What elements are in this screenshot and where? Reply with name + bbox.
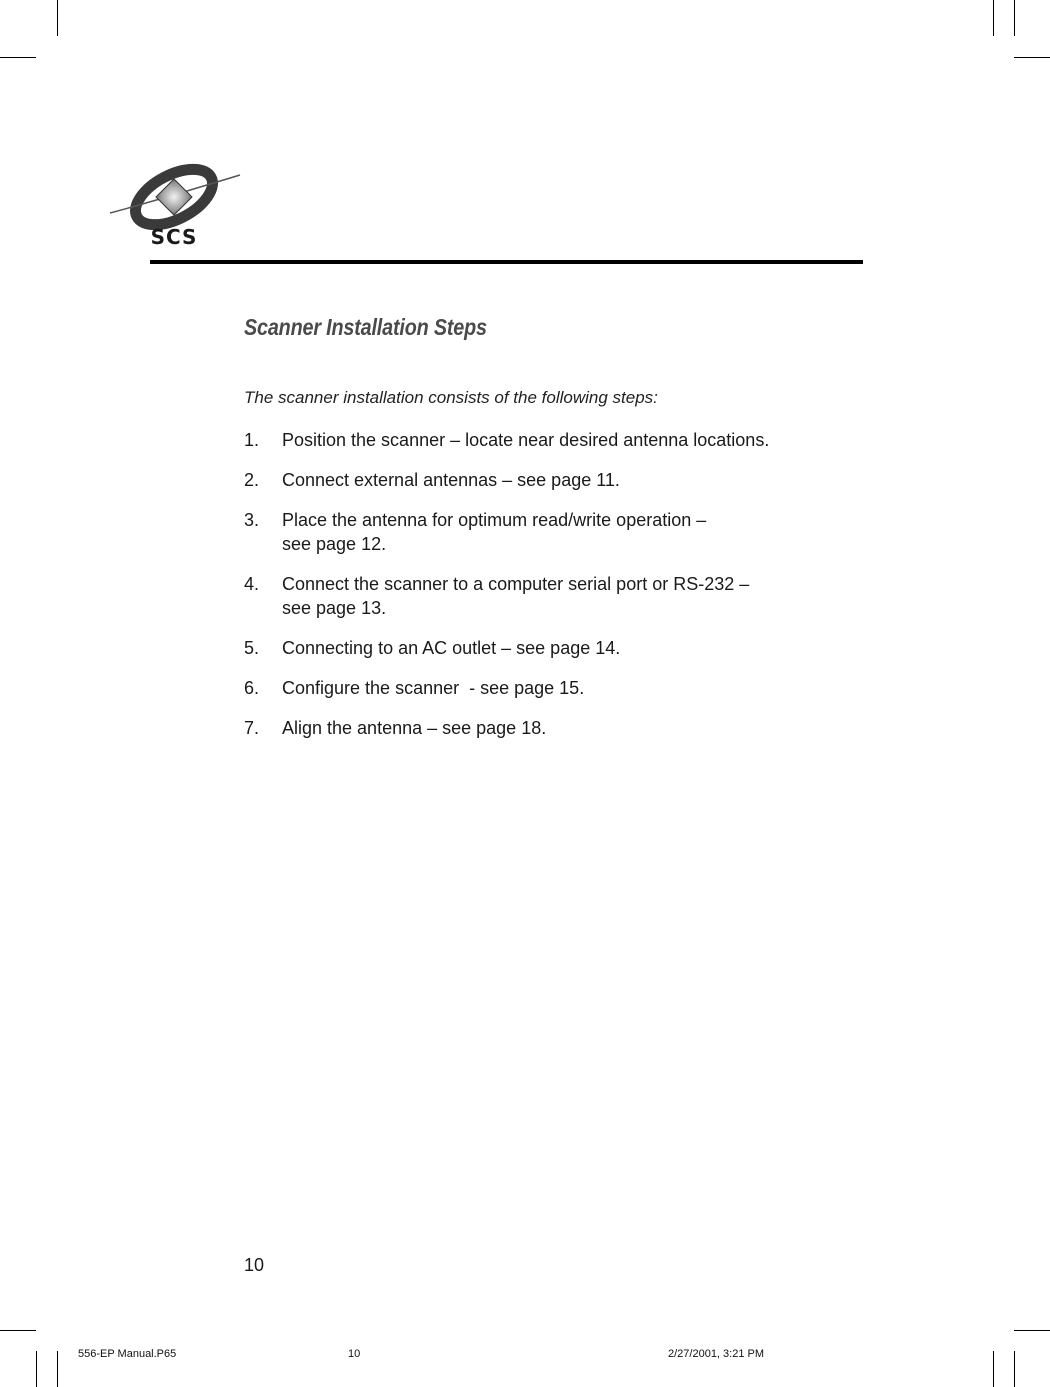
crop-mark: [993, 0, 994, 36]
step-number: 7.: [244, 718, 260, 738]
list-item: [244, 676, 864, 700]
steps-list: [244, 428, 864, 756]
slug-timestamp: 2/27/2001, 3:21 PM: [668, 1348, 765, 1360]
crop-mark: [1014, 1351, 1015, 1387]
crop-mark: [57, 0, 58, 36]
step-number: 4.: [244, 574, 260, 594]
list-item: [244, 572, 864, 620]
scs-logo: [108, 155, 243, 247]
list-item: [244, 428, 864, 452]
intro-text: The scanner installation consists of the following steps:: [244, 388, 658, 407]
logo-text: SCS: [150, 225, 198, 247]
crop-mark: [993, 1351, 994, 1387]
list-item: [244, 508, 864, 556]
section-title: Scanner Installation Steps: [244, 314, 487, 340]
step-text: Connect the scanner to a computer serial port or RS-232 – see page 13.: [282, 574, 750, 618]
crop-mark: [36, 1351, 37, 1387]
step-text: Configure the scanner - see page 15.: [282, 678, 585, 698]
page-number: 10: [244, 1255, 265, 1275]
list-item: [244, 716, 864, 740]
slug-filename: 556-EP Manual.P65: [78, 1348, 177, 1360]
crop-mark: [57, 1351, 58, 1387]
step-text: Position the scanner – locate near desired antenna locations.: [282, 430, 770, 450]
header-rule: [150, 260, 863, 264]
step-number: 3.: [244, 510, 260, 530]
step-text: Connecting to an AC outlet – see page 14.: [282, 638, 621, 658]
crop-mark: [0, 57, 36, 58]
step-text: Place the antenna for optimum read/write operation – see page 12.: [282, 510, 707, 554]
list-item: [244, 468, 864, 492]
step-number: 1.: [244, 430, 260, 450]
step-number: 5.: [244, 638, 260, 658]
step-number: 2.: [244, 470, 260, 490]
step-text: Align the antenna – see page 18.: [282, 718, 547, 738]
step-number: 6.: [244, 678, 260, 698]
step-text: Connect external antennas – see page 11.: [282, 470, 620, 490]
crop-mark: [1014, 1330, 1050, 1331]
crop-mark: [1014, 57, 1050, 58]
crop-mark: [1014, 0, 1015, 36]
list-item: [244, 636, 864, 660]
slug-page: 10: [348, 1348, 361, 1360]
crop-mark: [0, 1330, 36, 1331]
